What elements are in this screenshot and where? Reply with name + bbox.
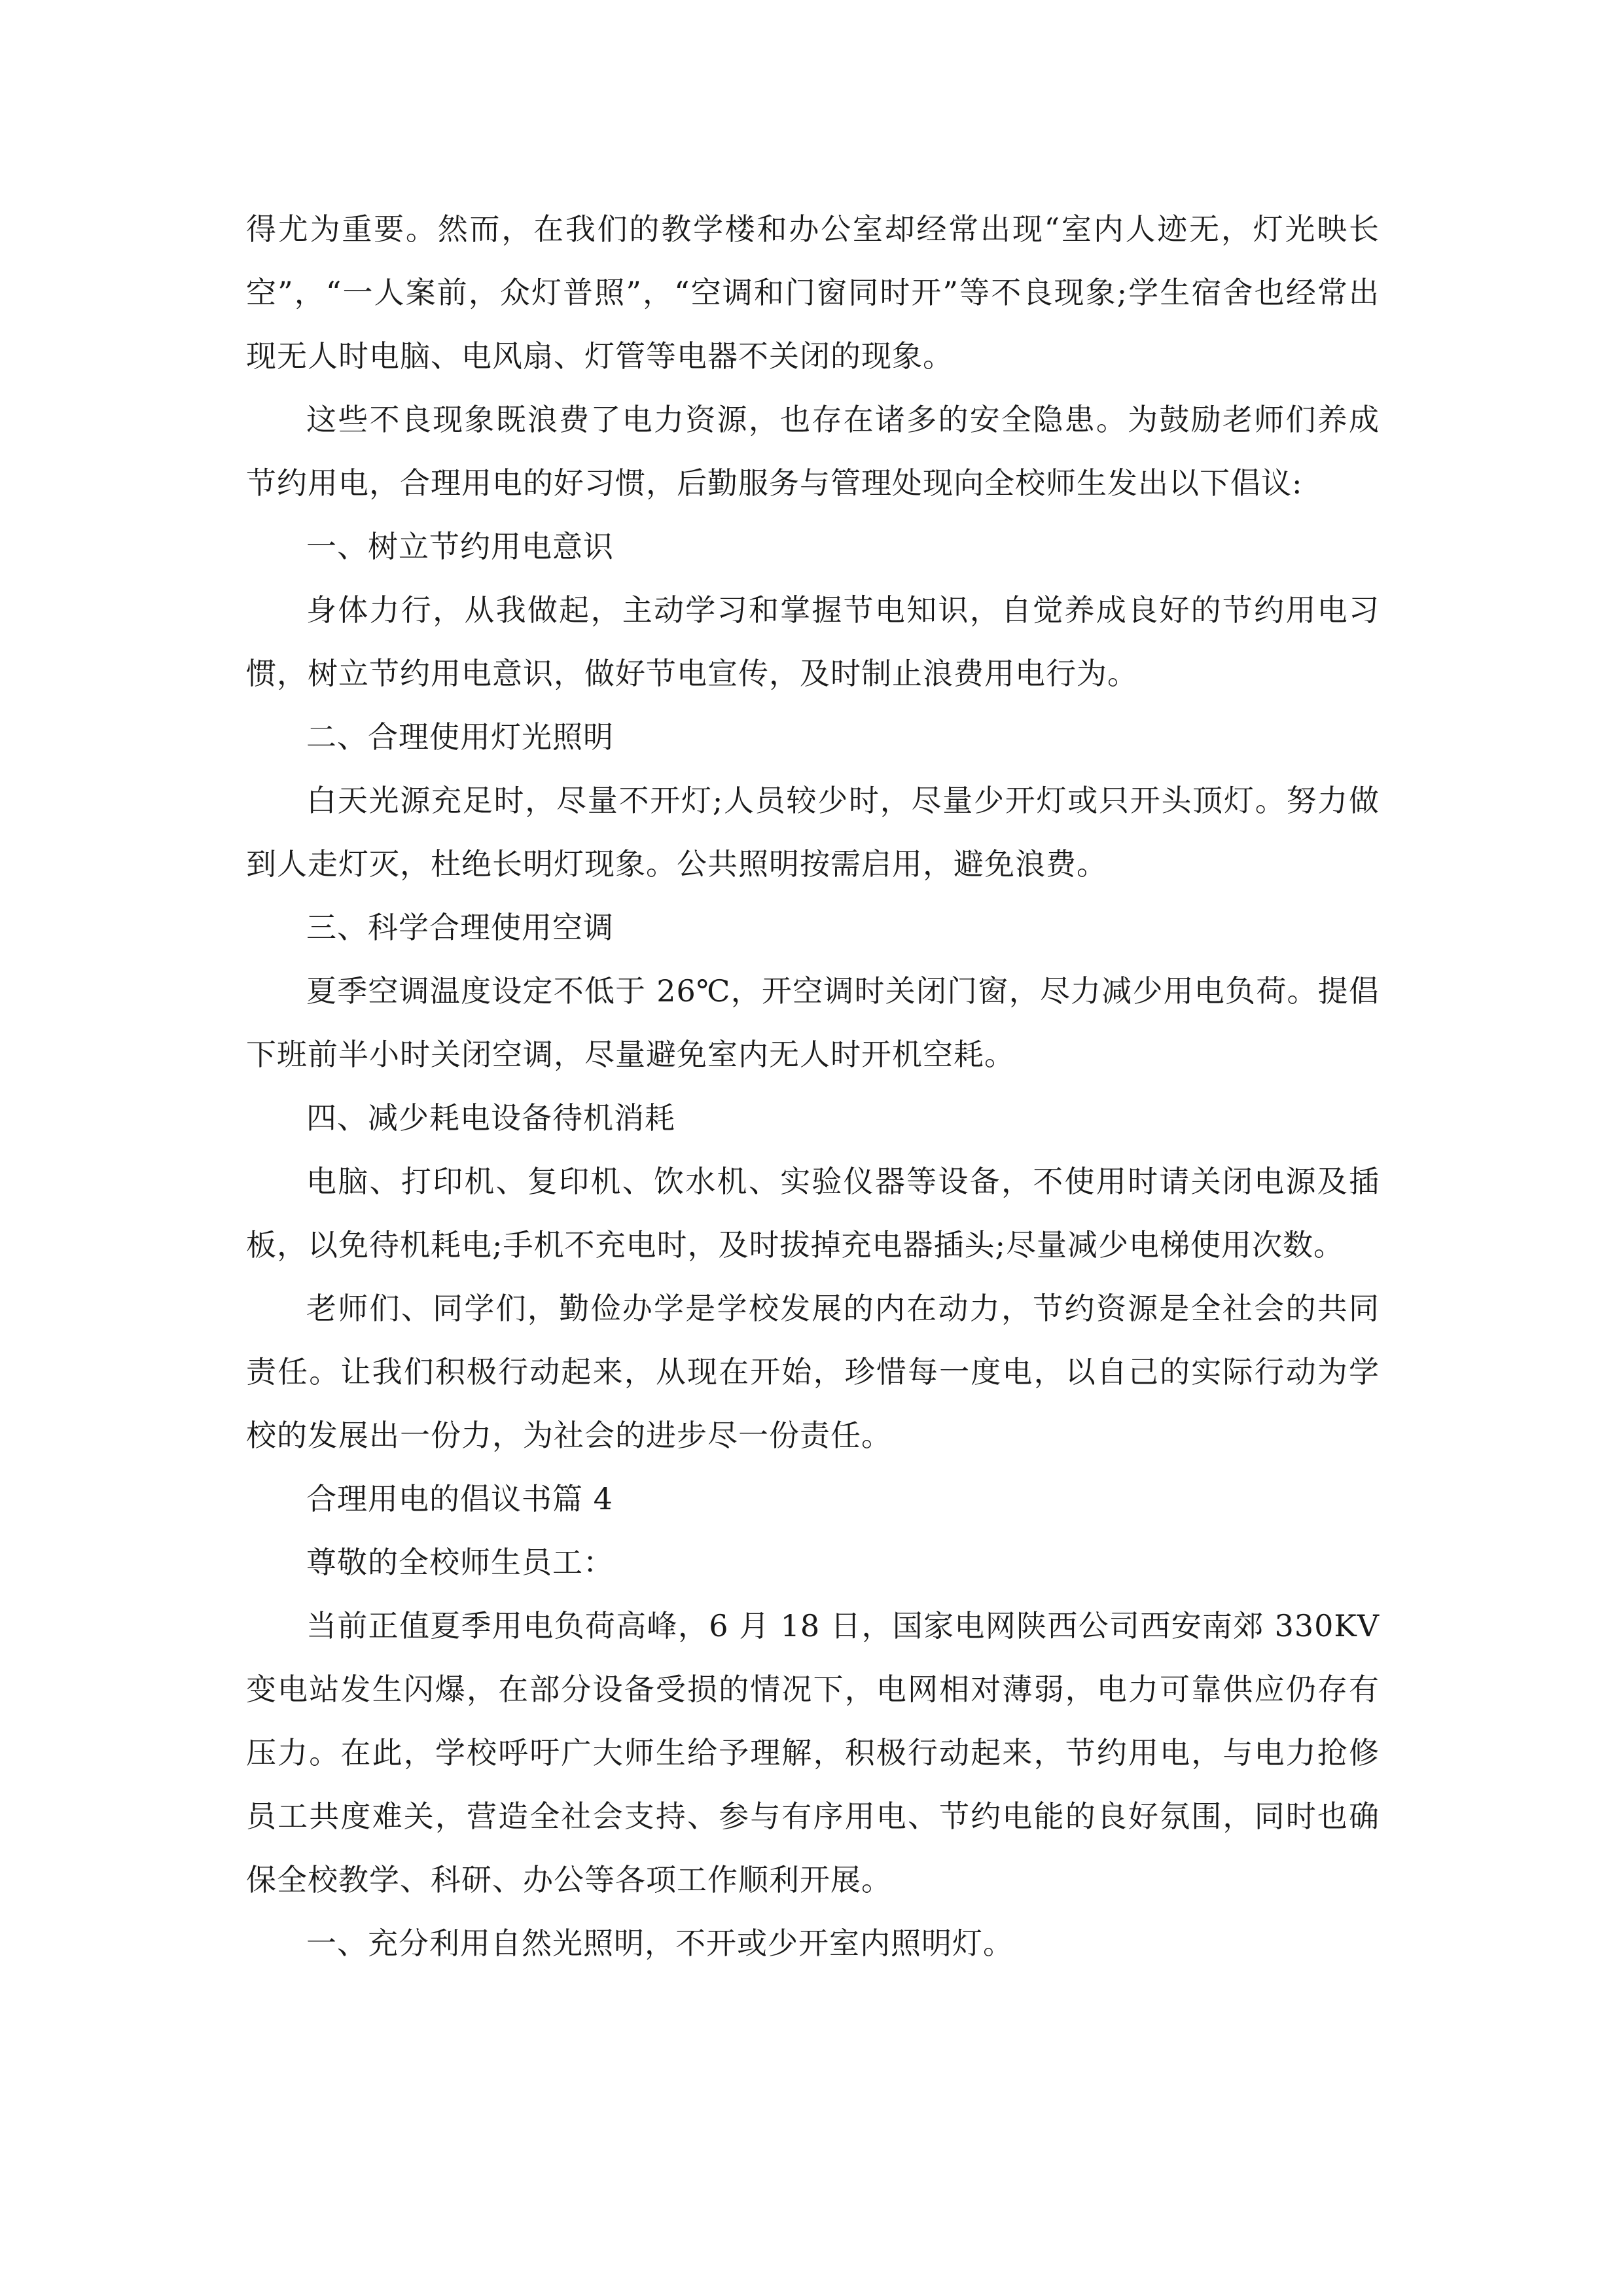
paragraph-background: 当前正值夏季用电负荷高峰，6 月 18 日，国家电网陕西公司西安南郊 330KV 变电站发生闪爆，在部分设备受损的情况下，电网相对薄弱，电力可靠供应仍存有压力。在此，学校呼吁广大师生给予理解，积极行动起来，节约用电，与电力抢修员工共度难关，营造全社会支持、参与有序用电、节约电能的良好氛围，同时也确保全校教学、科研、办公等各项工作顺利开展。: [246, 1608, 1380, 1897]
heading-item-1: 一、树立节约用电意识: [306, 529, 614, 564]
paragraph-continuation: 得尤为重要。然而，在我们的教学楼和办公室却经常出现“室内人迹无，灯光映长空”，“一人案前，众灯普照”，“空调和门窗同时开”等不良现象;学生宿舍也经常出现无人时电脑、电风扇、灯管等电器不关闭的现象。: [246, 211, 1380, 374]
paragraph-item-3: 夏季空调温度设定不低于 26℃，开空调时关闭门窗，尽力减少用电负荷。提倡下班前半小时关闭空调，尽量避免室内无人时开机空耗。: [246, 973, 1380, 1072]
section-title: 合理用电的倡议书篇 4: [306, 1481, 613, 1516]
heading-item-5: 一、充分利用自然光照明，不开或少开室内照明灯。: [306, 1926, 1014, 1961]
heading-item-4: 四、减少耗电设备待机消耗: [306, 1100, 675, 1136]
document-body: [246, 198, 1380, 1975]
paragraph-item-4: 电脑、打印机、复印机、饮水机、实验仪器等设备，不使用时请关闭电源及插板，以免待机耗电;手机不充电时，及时拔掉充电器插头;尽量减少电梯使用次数。: [246, 1164, 1380, 1263]
paragraph-item-2: 白天光源充足时，尽量不开灯;人员较少时，尽量少开灯或只开头顶灯。努力做到人走灯灭，杜绝长明灯现象。公共照明按需启用，避免浪费。: [246, 783, 1380, 882]
paragraph-closing: 老师们、同学们，勤俭办学是学校发展的内在动力，节约资源是全社会的共同责任。让我们积极行动起来，从现在开始，珍惜每一度电，以自己的实际行动为学校的发展出一份力，为社会的进步尽一份责任。: [246, 1291, 1380, 1453]
paragraph-intro: 这些不良现象既浪费了电力资源，也存在诸多的安全隐患。为鼓励老师们养成节约用电，合理用电的好习惯，后勤服务与管理处现向全校师生发出以下倡议:: [246, 402, 1380, 501]
paragraph-item-1: 身体力行，从我做起，主动学习和掌握节电知识，自觉养成良好的节约用电习惯，树立节约用电意识，做好节电宣传，及时制止浪费用电行为。: [246, 592, 1380, 691]
heading-item-3: 三、科学合理使用空调: [306, 910, 614, 945]
salutation: 尊敬的全校师生员工：: [306, 1545, 614, 1580]
heading-item-2: 二、合理使用灯光照明: [306, 719, 614, 755]
